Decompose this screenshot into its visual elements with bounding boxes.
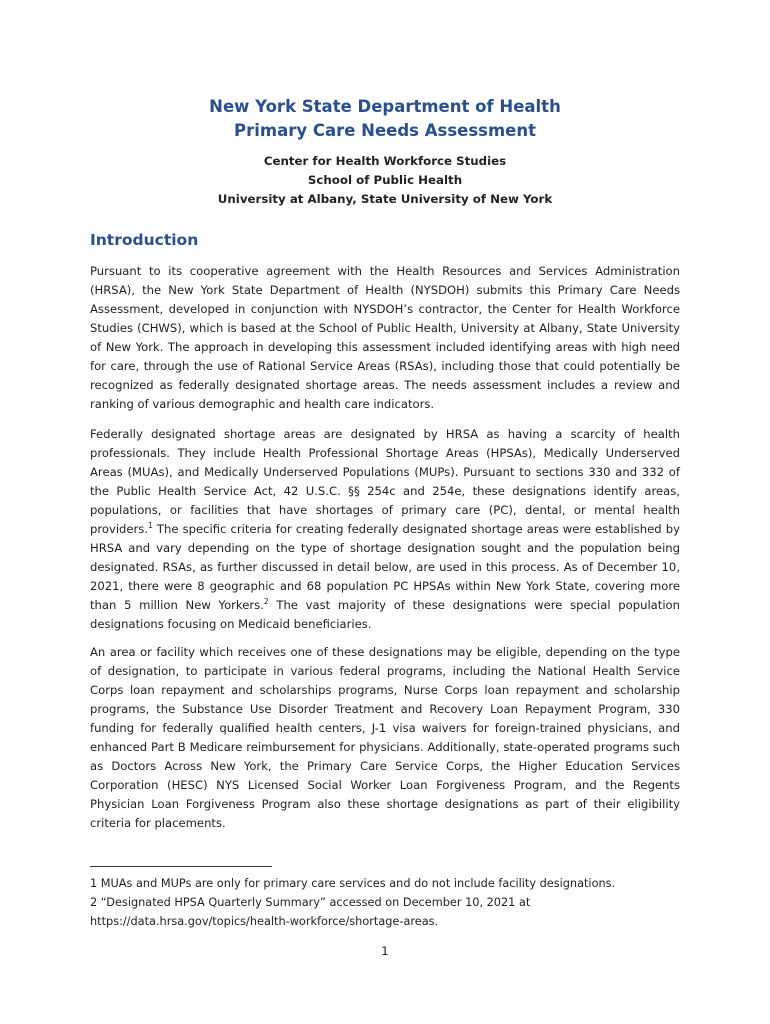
- page-number: 1: [381, 944, 389, 958]
- footnote-1: 1 MUAs and MUPs are only for primary care services and do not include facility designations.: [90, 877, 616, 890]
- document-subtitle: Primary Care Needs Assessment: [234, 121, 536, 140]
- paragraph-2-part-b: The specific criteria for creating federally designated shortage areas were established by HRSA and vary depending on the type of shortage designation sought and the population being designated. RSAs, as further discussed in detail below, are used in this process. As of December 10, 2021, there were 8 geographic and 68 population PC HPSAs within New York State, covering more than 5 million New Yorkers.: [90, 522, 680, 612]
- footnote-2: 2 “Designated HPSA Quarterly Summary” accessed on December 10, 2021 at: [90, 896, 531, 909]
- footnote-ref-1[interactable]: 1: [148, 521, 153, 531]
- paragraph-3: An area or facility which receives one of these designations may be eligible, depending on the type of designation, to participate in various federal programs, including the National Health Service Corps loan repayment and scholarships programs, Nurse Corps loan repayment and scholarship programs, the Substance Use Disorder Treatment and Recovery Loan Repayment Program, 330 funding for federally qualified health centers, J-1 visa waivers for foreign-trained physicians, and enhanced Part B Medicare reimbursement for physicians. Additionally, state-operated programs such as Doctors Across New York, the Primary Care Service Corps, the Higher Education Services Corporation (HESC) NYS Licensed Social Worker Loan Forgiveness Program, and the Regents Physician Loan Forgiveness Program also these shortage designations as part of their eligibility criteria for placements.: [90, 645, 680, 830]
- footnote-ref-2[interactable]: 2: [263, 597, 269, 607]
- author-university: University at Albany, State University of New York: [217, 192, 553, 206]
- footnote-2-url[interactable]: https://data.hrsa.gov/topics/health-workforce/shortage-areas.: [90, 915, 439, 928]
- paragraph-2-part-c: The vast majority of these designations were special population designations focusing on Medicaid beneficiaries.: [90, 598, 680, 631]
- author-organization: Center for Health Workforce Studies: [263, 154, 507, 168]
- paragraph-1: Pursuant to its cooperative agreement with the Health Resources and Services Administration (HRSA), the New York State Department of Health (NYSDOH) submits this Primary Care Needs Assessment, developed in conjunction with NYSDOH’s contractor, the Center for Health Workforce Studies (CHWS), which is based at the School of Public Health, University at Albany, State University of New York. The approach in developing this assessment included identifying areas with high need for care, through the use of Rational Service Areas (RSAs), including those that could potentially be recognized as federally designated shortage areas. The needs assessment includes a review and ranking of various demographic and health care indicators.: [90, 264, 680, 411]
- document-title: New York State Department of Health: [209, 97, 561, 116]
- section-heading-introduction: Introduction: [90, 231, 199, 249]
- paragraph-2-part-a: Federally designated shortage areas are designated by HRSA as having a scarcity of health professionals. They include Health Professional Shortage Areas (HPSAs), Medically Underserved Areas (MUAs), and Medically Underserved Populations (MUPs). Pursuant to sections 330 and 332 of the Public Health Service Act, 42 U.S.C. §§ 254c and 254e, these designations identify areas, populations, or facilities that have shortages of primary care (PC), dental, or mental health providers.: [90, 427, 680, 536]
- author-school: School of Public Health: [307, 173, 463, 187]
- paragraph-2: [90, 425, 680, 634]
- footnote-divider: [90, 866, 272, 867]
